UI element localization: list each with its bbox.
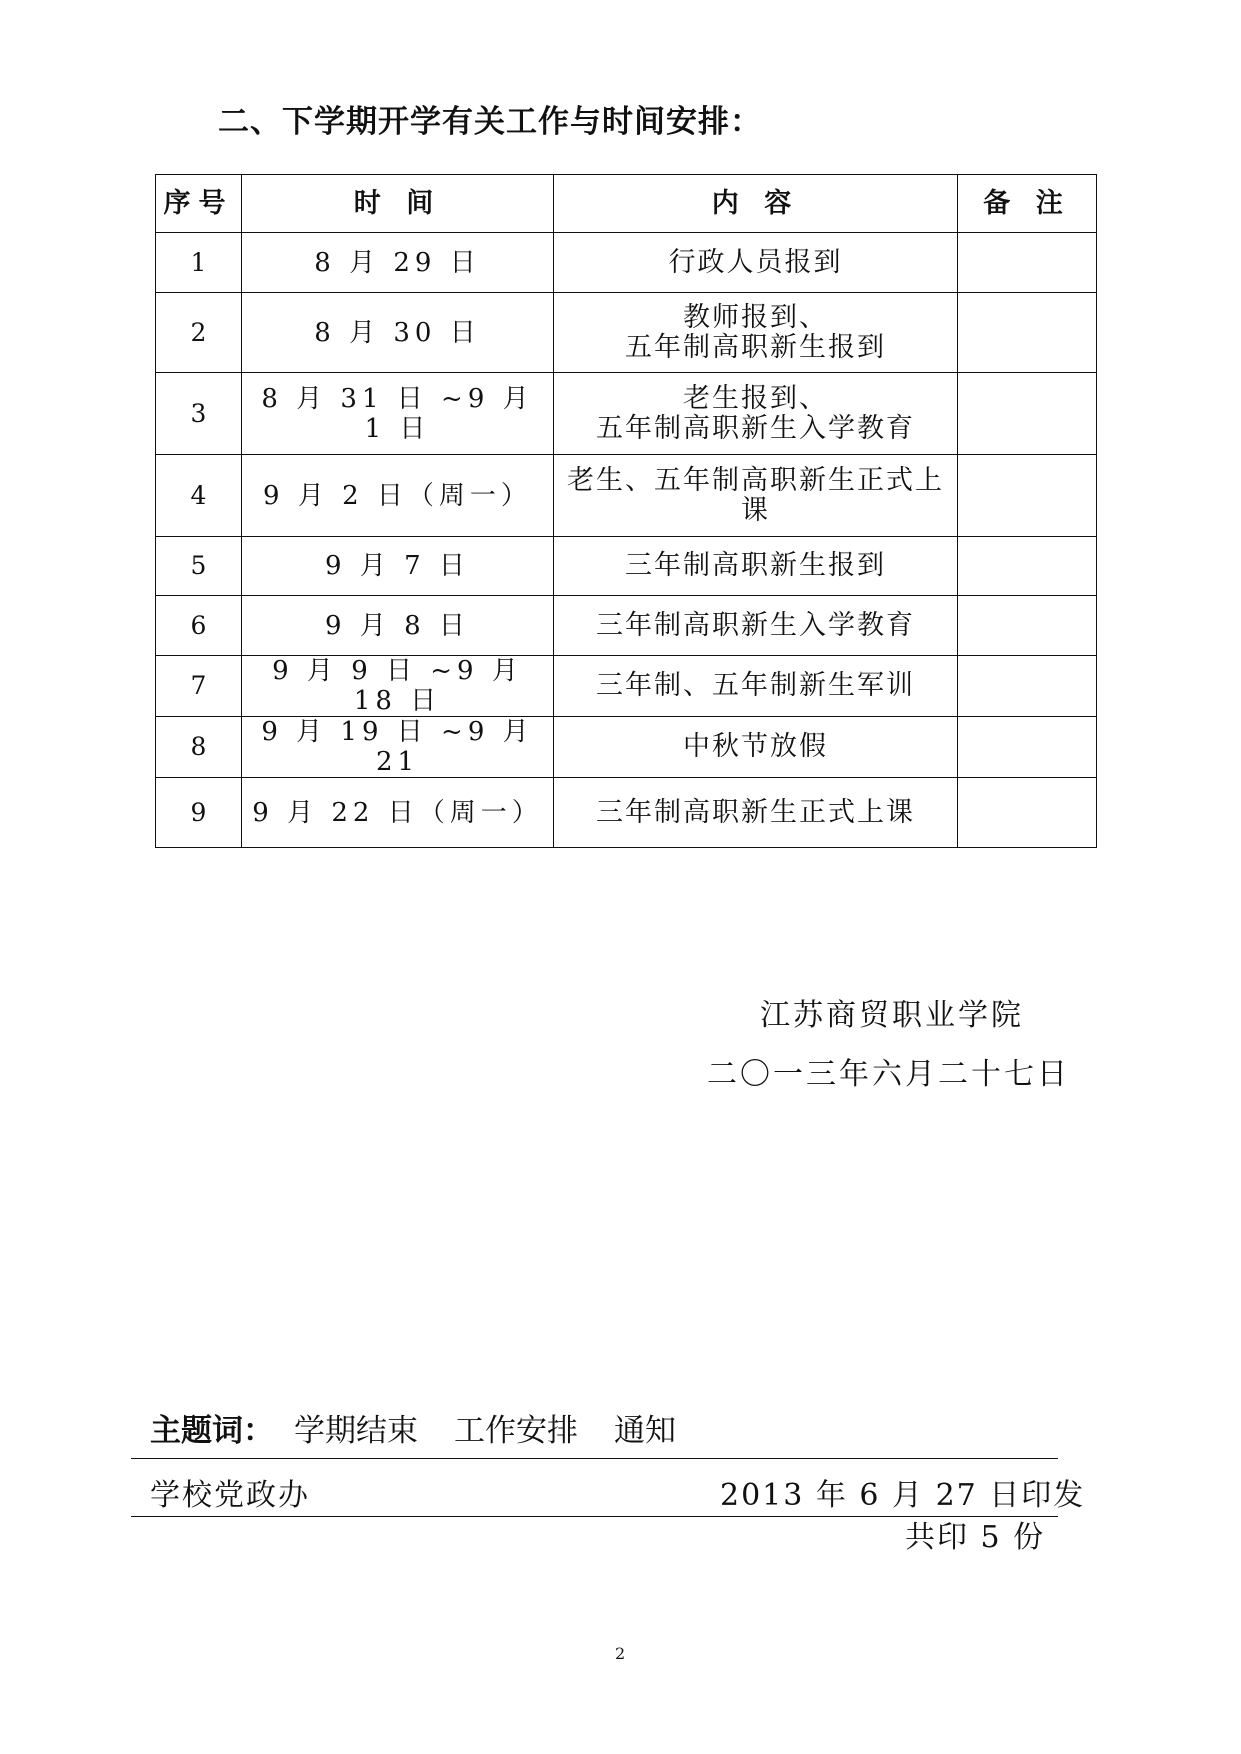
- signature-date: 二〇一三年六月二十七日: [707, 1057, 1070, 1092]
- cell-time: 8 月 29 日: [242, 233, 554, 293]
- table-row: [156, 656, 1097, 717]
- keywords-label: 主题词：: [150, 1413, 274, 1449]
- header-note: 备 注: [958, 175, 1097, 233]
- page-number: 2: [615, 1644, 626, 1663]
- cell-content-line: 三年制高职新生入学教育: [596, 609, 915, 641]
- cell-note: [958, 596, 1097, 656]
- cell-content-line: 教师报到、: [683, 301, 828, 333]
- cell-content-line: 老生报到、: [683, 382, 828, 414]
- cell-content-line: 三年制高职新生正式上课: [596, 796, 915, 828]
- table-row: [156, 373, 1097, 455]
- cell-content: [554, 373, 958, 455]
- cell-no: 5: [156, 537, 242, 596]
- table-row: [156, 455, 1097, 537]
- cell-time: 8 月 30 日: [242, 293, 554, 373]
- cell-note: [958, 455, 1097, 537]
- cell-note: [958, 233, 1097, 293]
- cell-content: [554, 656, 958, 717]
- footer-issuer: 学校党政办: [150, 1478, 310, 1513]
- cell-no: 8: [156, 717, 242, 778]
- section-heading: 二、下学期开学有关工作与时间安排：: [218, 104, 762, 140]
- table-row: [156, 717, 1097, 778]
- keyword-item: 工作安排: [454, 1413, 578, 1449]
- table-row: [156, 778, 1097, 848]
- cell-no: 1: [156, 233, 242, 293]
- cell-note: [958, 537, 1097, 596]
- cell-note: [958, 293, 1097, 373]
- cell-content-line: 三年制、五年制新生军训: [596, 670, 915, 701]
- cell-no: 7: [156, 656, 242, 717]
- cell-content: [554, 717, 958, 778]
- cell-no: 4: [156, 455, 242, 537]
- table-row: [156, 596, 1097, 656]
- header-time: 时 间: [242, 175, 554, 233]
- header-content: 内 容: [554, 175, 958, 233]
- table-row: [156, 233, 1097, 293]
- cell-content-line: 中秋节放假: [683, 731, 828, 762]
- cell-content-line: 行政人员报到: [668, 246, 843, 278]
- header-no: 序号: [156, 175, 242, 233]
- cell-content: [554, 233, 958, 293]
- cell-content-line: 课: [741, 494, 770, 526]
- footer-issue-date: 2013 年 6 月 27 日印发: [720, 1478, 1086, 1513]
- cell-content: [554, 596, 958, 656]
- table-header-row: [156, 175, 1097, 233]
- cell-content: [554, 455, 958, 537]
- cell-time: 8 月 31 日 ~9 月 1 日: [242, 373, 554, 455]
- cell-time: 9 月 7 日: [242, 537, 554, 596]
- cell-note: [958, 656, 1097, 717]
- table-row: [156, 537, 1097, 596]
- cell-no: 2: [156, 293, 242, 373]
- cell-no: 9: [156, 778, 242, 848]
- footer-copies: 共印 5 份: [905, 1520, 1046, 1555]
- cell-time: 9 月 22 日（周一）: [242, 778, 554, 848]
- cell-time: 9 月 9 日 ~9 月 18 日: [242, 656, 554, 717]
- footer-top-rule: [131, 1458, 1058, 1459]
- keyword-item: 学期结束: [294, 1413, 418, 1449]
- cell-content-line: 老生、五年制高职新生正式上: [567, 464, 944, 496]
- keywords-line: [150, 1405, 692, 1450]
- cell-content: [554, 778, 958, 848]
- cell-content: [554, 537, 958, 596]
- schedule-table: [155, 174, 1097, 848]
- cell-no: 6: [156, 596, 242, 656]
- cell-note: [958, 778, 1097, 848]
- cell-content: [554, 293, 958, 373]
- cell-content-line: 五年制高职新生入学教育: [596, 412, 915, 444]
- cell-time: 9 月 19 日 ~9 月 21: [242, 717, 554, 778]
- cell-content-line: 五年制高职新生报到: [625, 331, 886, 363]
- cell-content-line: 三年制高职新生报到: [625, 550, 886, 581]
- cell-time: 9 月 8 日: [242, 596, 554, 656]
- cell-time: 9 月 2 日（周一）: [242, 455, 554, 537]
- cell-no: 3: [156, 373, 242, 455]
- cell-note: [958, 717, 1097, 778]
- keyword-item: 通知: [614, 1413, 676, 1449]
- signature-org: 江苏商贸职业学院: [760, 998, 1024, 1033]
- table-row: [156, 293, 1097, 373]
- cell-note: [958, 373, 1097, 455]
